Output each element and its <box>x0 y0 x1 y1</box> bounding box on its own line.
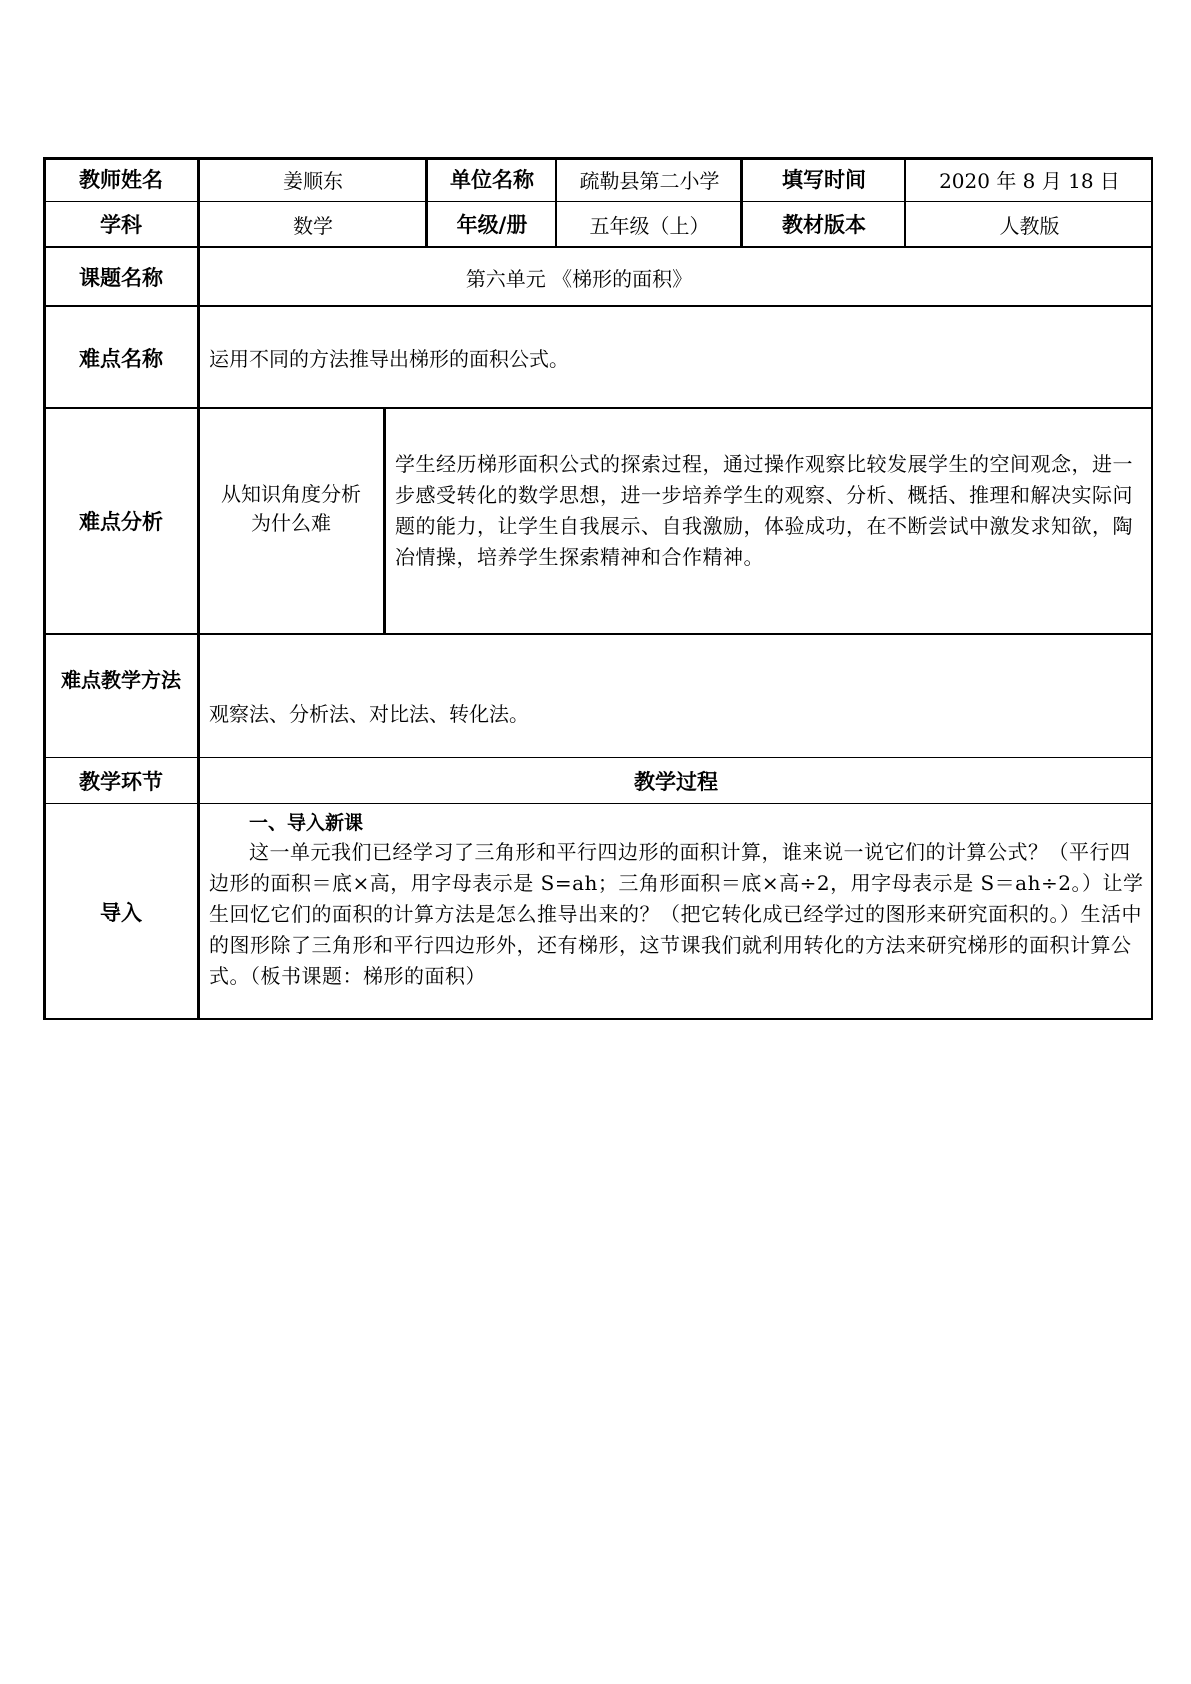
intro-content <box>209 809 1145 992</box>
difficulty-value: 运用不同的方法推导出梯形的面积公式。 <box>209 347 569 371</box>
process-label: 教学过程 <box>634 770 718 794</box>
row-intro <box>43 805 1153 1020</box>
teacher-label: 教师姓名 <box>79 168 163 192</box>
subject-label: 学科 <box>100 213 142 237</box>
row-subject <box>43 202 1153 248</box>
divider <box>740 202 743 246</box>
row-teacher <box>43 157 1153 202</box>
analysis-value <box>395 399 1145 623</box>
grade-value: 五年级（上） <box>589 213 710 238</box>
unit-value: 疏勒县第二小学 <box>579 168 720 193</box>
date-value: 2020 年 8 月 18 日 <box>939 168 1120 193</box>
stage-label: 教学环节 <box>79 770 163 794</box>
analysis-label: 难点分析 <box>79 510 163 534</box>
divider <box>904 157 906 201</box>
row-difficulty <box>43 308 1153 409</box>
row-analysis <box>43 409 1153 635</box>
edition-value: 人教版 <box>999 213 1060 238</box>
row-topic <box>43 249 1153 307</box>
analysis-text: 学生经历梯形面积公式的探索过程，通过操作观察比较发展学生的空间观念，进一步感受转化的数学思想，进一步培养学生的观察、分析、概括、推理和解决实际问题的能力，让学生自我展示、自我激励，体验成功，在不断尝试中激发求知欲，陶冶情操，培养学生探索精神和合作精神。 <box>395 452 1133 569</box>
difficulty-label: 难点名称 <box>79 346 163 371</box>
subject-value: 数学 <box>293 213 333 238</box>
divider <box>555 202 557 246</box>
method-label: 难点教学方法 <box>61 667 181 692</box>
intro-label: 导入 <box>100 900 142 925</box>
topic-label: 课题名称 <box>79 266 163 290</box>
intro-heading: 一、导入新课 <box>249 812 364 834</box>
lesson-plan-table <box>43 157 1153 1020</box>
divider <box>425 202 428 246</box>
method-value: 观察法、分析法、对比法、转化法。 <box>209 701 529 726</box>
divider <box>555 157 557 201</box>
topic-value: 第六单元 《梯形的面积》 <box>465 266 693 291</box>
divider <box>425 157 428 201</box>
divider <box>740 157 743 201</box>
divider <box>904 202 906 246</box>
edition-label: 教材版本 <box>782 213 866 237</box>
date-label: 填写时间 <box>782 168 866 192</box>
teacher-value: 姜顺东 <box>283 168 343 193</box>
analysis-sublabel-text: 从知识角度分析为什么难 <box>221 482 361 535</box>
row-process-header <box>43 759 1153 804</box>
analysis-divider <box>383 409 386 633</box>
analysis-sublabel <box>199 397 383 621</box>
unit-label: 单位名称 <box>450 168 534 192</box>
grade-label: 年级/册 <box>456 213 528 237</box>
row-method <box>43 635 1153 758</box>
intro-body: 这一单元我们已经学习了三角形和平行四边形的面积计算，谁来说一说它们的计算公式？（平行四边形的面积＝底×高，用字母表示是 S=ah；三角形面积＝底×高÷2，用字母表示是 S＝ah÷2。）让学生回忆它们的面积的计算方法是怎么推导出来的？（把它转化成已经学过的图形来研究面积的。）生活中的图形除了三角形和平行四边形外，还有梯形，这节课我们就利用转化的方法来研究梯形的面积计算公式。（板书课题：梯形的面积） <box>209 840 1144 988</box>
